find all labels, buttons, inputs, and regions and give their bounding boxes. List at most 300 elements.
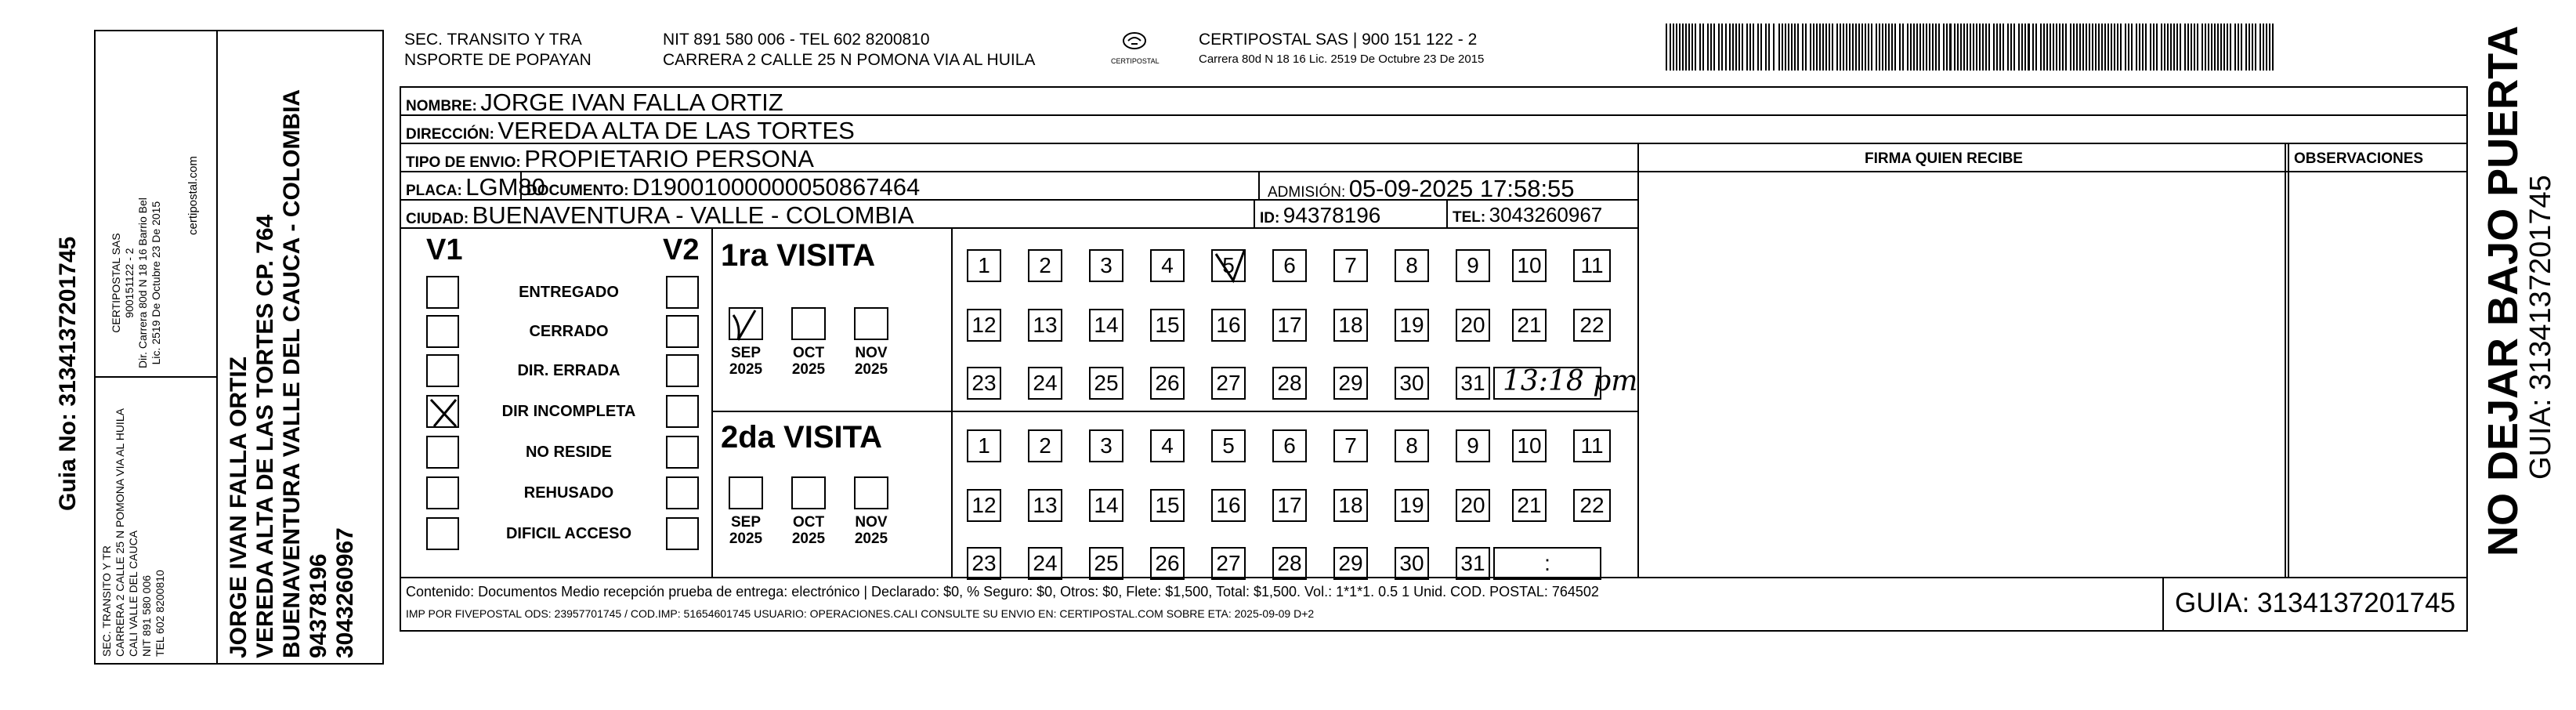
second-visit-day-24[interactable]: [1028, 547, 1062, 580]
footer-line2: IMP POR FIVEPOSTAL ODS: 23957701745 / COD.IMP: 51654601745 USUARIO: OPERACIONES.CALI CONSULTE SU ENVIO EN: CERTIPOSTAL.COM SOBRE ETA: 2025-09-09 D+2: [406, 607, 1315, 620]
first-visit-day-27[interactable]: [1211, 367, 1246, 400]
barcode-bar: [2197, 24, 2198, 71]
month-label: [846, 345, 896, 378]
barcode-bar: [2043, 24, 2045, 71]
first-visit-day-30[interactable]: [1395, 367, 1429, 400]
barcode-bar: [2046, 24, 2048, 71]
day-number: 5: [1222, 253, 1235, 277]
day-number: 23: [971, 371, 997, 395]
day-number: 1: [978, 253, 990, 277]
first-visit-day-14[interactable]: [1089, 309, 1123, 342]
v2-checkbox[interactable]: [666, 276, 699, 309]
day-number: 6: [1283, 253, 1296, 277]
barcode-bar: [2180, 24, 2181, 71]
id-field: [1260, 205, 1380, 226]
barcode-bar: [1797, 24, 1799, 71]
day-number: 16: [1216, 313, 1241, 337]
day-number: 20: [1460, 493, 1485, 517]
barcode-bar: [1935, 24, 1937, 71]
barcode-bar: [1765, 24, 1767, 71]
barcode-bar: [1829, 24, 1830, 71]
barcode-bar: [1794, 24, 1796, 71]
barcode-bar: [1993, 24, 1995, 71]
barcode-bar: [2053, 24, 2054, 71]
first-visit-day-26[interactable]: [1150, 367, 1185, 400]
first-visit-day-18[interactable]: [1333, 309, 1368, 342]
first-visit-day-3[interactable]: [1089, 249, 1123, 282]
v2-checkbox[interactable]: [666, 436, 699, 469]
second-visit-day-20[interactable]: [1456, 489, 1490, 522]
day-number: 2: [1039, 433, 1051, 458]
barcode-bar: [1973, 24, 1974, 71]
barcode-bar: [2114, 24, 2115, 71]
month-label: [783, 345, 834, 378]
barcode-bar: [2161, 24, 2162, 71]
barcode-bar: [1819, 24, 1821, 71]
placa-value: LGM80: [465, 173, 545, 201]
barcode-bar: [2245, 24, 2247, 71]
second-visit-day-19[interactable]: [1395, 489, 1429, 522]
barcode-bar: [1926, 24, 1927, 71]
barcode-bar: [1746, 24, 1748, 71]
documento-field: [526, 175, 920, 199]
second-visit-month-box[interactable]: [729, 476, 763, 509]
barcode-bar: [1773, 24, 1775, 71]
barcode-bar: [1882, 24, 1883, 71]
v1-checkbox[interactable]: [426, 436, 459, 469]
v1-checkbox[interactable]: [426, 395, 459, 428]
second-visit-day-14[interactable]: [1089, 489, 1123, 522]
second-visit-day-8[interactable]: [1395, 429, 1429, 462]
barcode-bar: [1725, 24, 1727, 71]
month-name: NOV: [855, 345, 888, 361]
barcode-bar: [1695, 24, 1696, 71]
barcode-bar: [2070, 24, 2071, 71]
second-visit-day-7[interactable]: [1333, 429, 1368, 462]
check-mark-icon: [428, 397, 461, 429]
barcode-bar: [2194, 24, 2195, 71]
v2-checkbox[interactable]: [666, 476, 699, 509]
stub-recipient-line: 94378196: [306, 553, 331, 658]
barcode-bar: [2076, 24, 2078, 71]
documento-value: D19001000000050867464: [632, 173, 921, 201]
barcode-bar: [1782, 24, 1783, 71]
stub-recipient-line: VEREDA ALTA DE LAS TORTES CP. 764: [252, 214, 278, 658]
stub-courier-line: Lic. 2519 De Octubre 23 De 2015: [150, 201, 162, 365]
barcode-bar: [2272, 24, 2274, 71]
barcode-bar: [2018, 24, 2020, 71]
tel-field: [1453, 205, 1602, 225]
second-visit-day-1[interactable]: [967, 429, 1001, 462]
barcode: [1666, 24, 2277, 71]
barcode-bar: [2136, 24, 2137, 71]
check-mark-icon: [730, 309, 765, 342]
barcode-bar: [1916, 24, 1918, 71]
stub-recipient: [226, 89, 359, 658]
v1-checkbox[interactable]: [426, 517, 459, 550]
barcode-bar: [2086, 24, 2087, 71]
barcode-bar: [1832, 24, 1833, 71]
nombre-field: [406, 90, 783, 114]
barcode-bar: [1960, 24, 1962, 71]
first-visit-day-28[interactable]: [1272, 367, 1307, 400]
month-name: SEP: [730, 514, 762, 531]
second-visit-day-3[interactable]: [1089, 429, 1123, 462]
day-number: 26: [1155, 551, 1180, 575]
barcode-bar: [2205, 24, 2206, 71]
first-visit-day-7[interactable]: [1333, 249, 1368, 282]
first-visit-day-1[interactable]: [967, 249, 1001, 282]
barcode-bar: [2098, 24, 2100, 71]
reason-label: NO RESIDE: [525, 444, 613, 461]
first-visit-day-24[interactable]: [1028, 367, 1062, 400]
day-number: 24: [1033, 371, 1058, 395]
stub-courier-web: certipostal.com: [186, 156, 200, 235]
first-visit-day-19[interactable]: [1395, 309, 1429, 342]
day-number: 3: [1100, 433, 1113, 458]
day-number: 21: [1517, 313, 1542, 337]
barcode-bar: [2104, 24, 2106, 71]
barcode-bar: [1729, 24, 1731, 71]
barcode-bar: [1855, 24, 1857, 71]
month-year: 2025: [791, 531, 826, 547]
barcode-bar: [2187, 24, 2189, 71]
footer-line1: Contenido: Documentos Medio recepción prueba de entrega: electrónico | Declarado: $0, % Seguro: $0, Otros: $0, Flete: $1,500, Total: $1,500. Vol.: 1*1*1. 0.5 1 Unid. COD. POSTAL: 764502: [406, 584, 1599, 600]
day-number: 7: [1344, 433, 1357, 458]
day-number: 6: [1283, 433, 1296, 458]
day-number: 15: [1155, 493, 1180, 517]
signature-area[interactable]: [1641, 174, 2283, 575]
footer-guia: GUIA: 3134137201745: [2175, 588, 2456, 618]
day-number: 16: [1216, 493, 1241, 517]
stub-sender-line: CALI VALLE DEL CAUCA: [127, 530, 139, 657]
day-number: 13: [1033, 493, 1058, 517]
second-visit-time-box[interactable]: [1493, 547, 1601, 580]
barcode-bar: [1849, 24, 1851, 71]
month-year: 2025: [729, 531, 763, 547]
admision-label: ADMISIÓN:: [1268, 184, 1346, 201]
first-visit-day-4[interactable]: [1150, 249, 1185, 282]
barcode-bar: [1670, 24, 1671, 71]
barcode-bar: [2156, 24, 2158, 71]
second-visit-day-16[interactable]: [1211, 489, 1246, 522]
barcode-bar: [1757, 24, 1759, 71]
first-visit-month-box[interactable]: [854, 307, 888, 340]
barcode-bar: [2164, 24, 2165, 71]
v2-header: V2: [663, 234, 700, 266]
barcode-bar: [2230, 24, 2231, 71]
barcode-bar: [2220, 24, 2222, 71]
second-visit-day-10[interactable]: [1512, 429, 1547, 462]
barcode-bar: [2073, 24, 2075, 71]
second-visit-day-18[interactable]: [1333, 489, 1368, 522]
barcode-bar: [1923, 24, 1924, 71]
first-visit-day-8[interactable]: [1395, 249, 1429, 282]
day-number: 28: [1277, 371, 1302, 395]
tipo-field: [406, 147, 814, 171]
first-visit-day-5[interactable]: [1211, 249, 1246, 282]
day-number: 23: [971, 551, 997, 575]
first-visit-day-16[interactable]: [1211, 309, 1246, 342]
second-visit-day-25[interactable]: [1089, 547, 1123, 580]
stub-courier-line: Dir. Carrera 80d N 18 16 Barrio Bel: [136, 197, 149, 368]
month-label: [721, 345, 771, 378]
stub-sender-line: CARRERA 2 CALLE 25 N POMONA VIA AL HUILA: [114, 408, 126, 657]
second-visit-day-21[interactable]: [1512, 489, 1547, 522]
barcode-bar: [2202, 24, 2203, 71]
stub-courier-line: CERTIPOSTAL SAS: [110, 233, 122, 333]
month-name: OCT: [792, 345, 825, 361]
barcode-bar: [1879, 24, 1880, 71]
barcode-bar: [2173, 24, 2175, 71]
barcode-bar: [1858, 24, 1860, 71]
reason-label: CERRADO: [529, 323, 609, 340]
v1-checkbox[interactable]: [426, 476, 459, 509]
day-number: 10: [1517, 253, 1542, 277]
barcode-bar: [2013, 24, 2015, 71]
observations-area[interactable]: [2289, 174, 2466, 575]
day-number: 9: [1467, 433, 1479, 458]
month-label: [783, 514, 834, 547]
first-visit-title: 1ra VISITA: [721, 238, 876, 273]
second-visit-day-11[interactable]: [1573, 429, 1611, 462]
barcode-bar: [1996, 24, 1998, 71]
first-visit-day-12[interactable]: [967, 309, 1001, 342]
day-number: 26: [1155, 371, 1180, 395]
first-visit-day-21[interactable]: [1512, 309, 1547, 342]
stub-sender-line: SEC. TRANSITO Y TR: [100, 545, 113, 657]
barcode-bar: [1707, 24, 1709, 71]
day-number: 30: [1399, 551, 1424, 575]
barcode-bar: [1732, 24, 1734, 71]
month-name: OCT: [792, 514, 825, 531]
barcode-bar: [2010, 24, 2012, 71]
barcode-bar: [1836, 24, 1838, 71]
first-visit-day-23[interactable]: [967, 367, 1001, 400]
barcode-bar: [2095, 24, 2097, 71]
day-number: 22: [1579, 493, 1605, 517]
barcode-bar: [2176, 24, 2178, 71]
barcode-bar: [1685, 24, 1687, 71]
barcode-bar: [1791, 24, 1793, 71]
second-visit-day-29[interactable]: [1333, 547, 1368, 580]
second-visit-day-27[interactable]: [1211, 547, 1246, 580]
barcode-bar: [1979, 24, 1981, 71]
day-number: 20: [1460, 313, 1485, 337]
barcode-bar: [1885, 24, 1887, 71]
barcode-bar: [2101, 24, 2103, 71]
handwritten-time: 13:18 pm: [1503, 365, 1638, 397]
second-visit-day-28[interactable]: [1272, 547, 1307, 580]
barcode-graphic: [1666, 24, 2277, 71]
day-number: 14: [1094, 313, 1119, 337]
barcode-bar: [1876, 24, 1877, 71]
first-visit-day-29[interactable]: [1333, 367, 1368, 400]
first-visit-day-11[interactable]: [1573, 249, 1611, 282]
barcode-bar: [1840, 24, 1841, 71]
second-visit-day-13[interactable]: [1028, 489, 1062, 522]
first-visit-day-2[interactable]: [1028, 249, 1062, 282]
second-visit-day-12[interactable]: [967, 489, 1001, 522]
v1-header: V1: [426, 234, 463, 266]
stub-recipient-line: 3043260967: [332, 527, 358, 658]
barcode-bar: [1673, 24, 1674, 71]
first-visit-month-box[interactable]: [729, 307, 763, 340]
v2-checkbox[interactable]: [666, 354, 699, 387]
day-number: 15: [1155, 313, 1180, 337]
barcode-bar: [1825, 24, 1827, 71]
barcode-bar: [1699, 24, 1701, 71]
barcode-bar: [2035, 24, 2037, 71]
placa-field: [406, 175, 545, 199]
barcode-bar: [1985, 24, 1987, 71]
barcode-bar: [2079, 24, 2081, 71]
header-sender-l1: SEC. TRANSITO Y TRA: [404, 31, 582, 49]
first-visit-day-10[interactable]: [1512, 249, 1547, 282]
barcode-bar: [2092, 24, 2093, 71]
barcode-bar: [1710, 24, 1712, 71]
barcode-bar: [1688, 24, 1690, 71]
day-number: 9: [1467, 253, 1479, 277]
day-number: 18: [1338, 313, 1363, 337]
barcode-bar: [2142, 24, 2144, 71]
v1-checkbox[interactable]: [426, 276, 459, 309]
barcode-bar: [2028, 24, 2030, 71]
stub-sender-line: TEL 602 8200810: [154, 570, 166, 657]
first-visit-day-22[interactable]: [1573, 309, 1611, 342]
v2-checkbox[interactable]: [666, 315, 699, 348]
reason-label: DIR INCOMPLETA: [501, 403, 636, 420]
barcode-bar: [1902, 24, 1904, 71]
barcode-bar: [1738, 24, 1740, 71]
barcode-bar: [2128, 24, 2129, 71]
barcode-bar: [2208, 24, 2209, 71]
barcode-bar: [2184, 24, 2186, 71]
direccion-label: DIRECCIÓN:: [406, 126, 494, 143]
barcode-bar: [1713, 24, 1715, 71]
second-visit-day-15[interactable]: [1150, 489, 1185, 522]
barcode-bar: [1946, 24, 1948, 71]
day-number: 11: [1580, 433, 1604, 458]
barcode-bar: [1805, 24, 1807, 71]
check-mark-icon: [1213, 251, 1247, 284]
day-number: 12: [971, 313, 997, 337]
second-visit-day-5[interactable]: [1211, 429, 1246, 462]
stub-guia-label: Guia No: 3134137201745: [55, 236, 81, 511]
day-number: 31: [1460, 371, 1485, 395]
day-number: 30: [1399, 371, 1424, 395]
day-number: 18: [1338, 493, 1363, 517]
second-visit-day-30[interactable]: [1395, 547, 1429, 580]
barcode-bar: [2153, 24, 2155, 71]
barcode-bar: [1721, 24, 1723, 71]
second-visit-day-26[interactable]: [1150, 547, 1185, 580]
barcode-bar: [2003, 24, 2004, 71]
second-visit-day-6[interactable]: [1272, 429, 1307, 462]
day-number: 3: [1100, 253, 1113, 277]
first-visit-day-13[interactable]: [1028, 309, 1062, 342]
v1-checkbox[interactable]: [426, 354, 459, 387]
barcode-bar: [2211, 24, 2212, 71]
first-visit-month-box[interactable]: [791, 307, 826, 340]
barcode-bar: [1943, 24, 1945, 71]
barcode-bar: [2032, 24, 2034, 71]
barcode-bar: [1932, 24, 1934, 71]
first-visit-day-25[interactable]: [1089, 367, 1123, 400]
barcode-bar: [1718, 24, 1720, 71]
day-number: 22: [1579, 313, 1605, 337]
barcode-bar: [1894, 24, 1896, 71]
ciudad-field: [406, 203, 914, 227]
barcode-bar: [2145, 24, 2147, 71]
barcode-bar: [2139, 24, 2140, 71]
barcode-bar: [1691, 24, 1693, 71]
barcode-bar: [2266, 24, 2267, 71]
tipo-value: PROPIETARIO PERSONA: [524, 145, 814, 172]
barcode-bar: [1865, 24, 1866, 71]
second-visit-month-box[interactable]: [791, 476, 826, 509]
id-label: ID:: [1260, 210, 1280, 226]
first-visit-day-31[interactable]: [1456, 367, 1490, 400]
v2-checkbox[interactable]: [666, 395, 699, 428]
first-visit-day-9[interactable]: [1456, 249, 1490, 282]
first-visit-day-17[interactable]: [1272, 309, 1307, 342]
barcode-bar: [2107, 24, 2109, 71]
barcode-bar: [2065, 24, 2067, 71]
barcode-bar: [1768, 24, 1770, 71]
day-number: 5: [1222, 433, 1235, 458]
second-visit-day-17[interactable]: [1272, 489, 1307, 522]
barcode-bar: [1982, 24, 1984, 71]
barcode-bar: [2150, 24, 2151, 71]
reason-label: DIFICIL ACCESO: [505, 525, 631, 542]
month-name: SEP: [730, 345, 762, 361]
certipostal-logo: [1111, 27, 1158, 69]
second-visit-day-31[interactable]: [1456, 547, 1490, 580]
barcode-bar: [1919, 24, 1921, 71]
month-name: NOV: [855, 514, 888, 531]
barcode-bar: [2059, 24, 2060, 71]
second-visit-day-2[interactable]: [1028, 429, 1062, 462]
barcode-bar: [2223, 24, 2225, 71]
header-nit-l1: NIT 891 580 006 - TEL 602 8200810: [663, 31, 930, 49]
second-visit-month-box[interactable]: [854, 476, 888, 509]
barcode-bar: [2241, 24, 2242, 71]
day-number: 7: [1344, 253, 1357, 277]
v1-checkbox[interactable]: [426, 315, 459, 348]
v2-checkbox[interactable]: [666, 517, 699, 550]
barcode-bar: [1988, 24, 1990, 71]
first-visit-day-15[interactable]: [1150, 309, 1185, 342]
first-visit-time-box[interactable]: [1493, 365, 1638, 400]
first-visit-day-6[interactable]: [1272, 249, 1307, 282]
second-visit-day-22[interactable]: [1573, 489, 1611, 522]
barcode-bar: [1679, 24, 1681, 71]
month-year: 2025: [729, 361, 763, 378]
barcode-bar: [1778, 24, 1780, 71]
tel-value: 3043260967: [1489, 203, 1603, 226]
barcode-bar: [2089, 24, 2090, 71]
second-visit-day-9[interactable]: [1456, 429, 1490, 462]
barcode-bar: [1954, 24, 1956, 71]
first-visit-day-20[interactable]: [1456, 309, 1490, 342]
barcode-bar: [1949, 24, 1952, 71]
barcode-bar: [2082, 24, 2084, 71]
second-visit-day-23[interactable]: [967, 547, 1001, 580]
second-visit-day-4[interactable]: [1150, 429, 1185, 462]
day-number: 25: [1094, 551, 1119, 575]
ciudad-label: CIUDAD:: [406, 211, 469, 227]
